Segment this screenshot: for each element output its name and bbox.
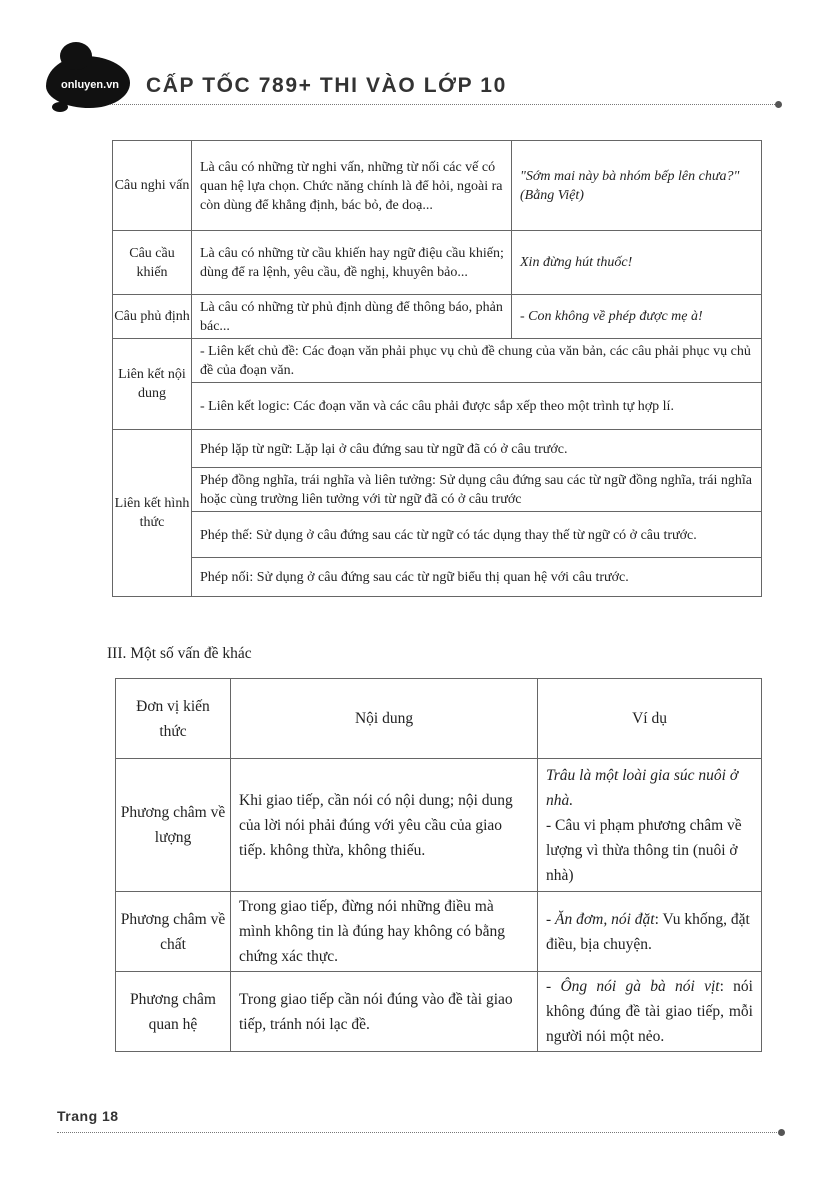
grammar-table (112, 140, 762, 597)
table-row (113, 339, 762, 383)
footer-divider (57, 1132, 777, 1133)
table-row (113, 558, 762, 597)
page-number: Trang 18 (57, 1108, 119, 1124)
table-row (116, 892, 762, 972)
row-label: Phương châm quan hệ (116, 972, 231, 1052)
row-example (538, 759, 762, 892)
row-label: Liên kết hình thức (113, 430, 192, 597)
row-label: Câu nghi vấn (113, 141, 192, 231)
example-explanation: : nói không đúng đề tài giao tiếp, mỗi người nói một nẻo. (546, 978, 753, 1045)
row-item: Phép thế: Sử dụng ở câu đứng sau các từ ngữ có tác dụng thay thế từ ngữ có ở câu trước. (192, 512, 762, 558)
example-quote: Ông nói gà bà nói vịt (560, 978, 720, 995)
table-row (116, 972, 762, 1052)
section-title: III. Một số vấn đề khác (107, 645, 252, 662)
example-prefix: - (546, 978, 561, 995)
row-item: Phép đồng nghĩa, trái nghĩa và liên tưởng: Sử dụng câu đứng sau các từ ngữ đồng nghĩa, trái nghĩa hoặc cùng trường liên tưởng với từ ngữ đã có ở câu trước (192, 468, 762, 512)
table-row (113, 383, 762, 430)
row-content: Trong giao tiếp cần nói đúng vào đề tài giao tiếp, tránh nói lạc đề. (231, 972, 538, 1052)
column-header: Đơn vị kiến thức (116, 679, 231, 759)
row-label: Câu phủ định (113, 295, 192, 339)
row-content: Là câu có những từ nghi vấn, những từ nối các vế có quan hệ lựa chọn. Chức năng chính là để hỏi, ngoài ra còn dùng để khẳng định, bác bỏ, đe doạ... (192, 141, 512, 231)
row-example (538, 972, 762, 1052)
column-header: Nội dung (231, 679, 538, 759)
row-label: Câu cầu khiến (113, 231, 192, 295)
row-content: Khi giao tiếp, cần nói có nội dung; nội dung của lời nói phải đúng với yêu cầu của giao tiếp. không thừa, không thiếu. (231, 759, 538, 892)
header-divider-dot (775, 101, 782, 108)
row-example: Xin đừng hút thuốc! (512, 231, 762, 295)
table-row (113, 141, 762, 231)
footer-divider-dot (778, 1129, 785, 1136)
row-content: Trong giao tiếp, đừng nói những điều mà mình không tin là đúng hay không có bằng chứng xác thực. (231, 892, 538, 972)
example-quote: Ăn đơm, nói đặt (555, 910, 655, 928)
row-example (538, 892, 762, 972)
row-item: Phép nối: Sử dụng ở câu đứng sau các từ ngữ biểu thị quan hệ với câu trước. (192, 558, 762, 597)
table-row (113, 430, 762, 468)
header-divider (110, 104, 777, 105)
example-prefix: - (546, 910, 556, 928)
row-item: Phép lặp từ ngữ: Lặp lại ở câu đứng sau từ ngữ đã có ở câu trước. (192, 430, 762, 468)
book-title: CẤP TỐC 789+ THI VÀO LỚP 10 (146, 74, 507, 97)
table-header-row (116, 679, 762, 759)
brand-logo-text: onluyen.vn (60, 79, 120, 91)
table-row (113, 512, 762, 558)
example-explanation: - Câu vi phạm phương châm về lượng vì thừa thông tin (nuôi ở nhà) (546, 816, 742, 884)
row-label: Liên kết nội dung (113, 339, 192, 430)
row-item: - Liên kết logic: Các đoạn văn và các câu phải được sắp xếp theo một trình tự hợp lí. (192, 383, 762, 430)
row-item: - Liên kết chủ đề: Các đoạn văn phải phục vụ chủ đề chung của văn bản, các câu phải phục vụ chủ đề của đoạn văn. (192, 339, 762, 383)
column-header: Ví dụ (538, 679, 762, 759)
row-label: Phương châm về lượng (116, 759, 231, 892)
page-header (0, 0, 835, 120)
example-explanation: : Vu khống, đặt điều, bịa chuyện. (546, 910, 750, 953)
maxims-table (115, 678, 762, 1052)
table-row (116, 759, 762, 892)
table-row (113, 468, 762, 512)
row-content: Là câu có những từ cầu khiến hay ngữ điệu cầu khiến; dùng để ra lệnh, yêu cầu, đề nghị, khuyên bảo... (192, 231, 512, 295)
example-quote: Trâu là một loài gia súc nuôi ở nhà. (546, 766, 739, 809)
table-row (113, 231, 762, 295)
table-row (113, 295, 762, 339)
row-example: "Sớm mai này bà nhóm bếp lên chưa?" (Bằng Việt) (512, 141, 762, 231)
row-example: - Con không về phép được mẹ à! (512, 295, 762, 339)
row-label: Phương châm về chất (116, 892, 231, 972)
row-content: Là câu có những từ phủ định dùng để thông báo, phản bác... (192, 295, 512, 339)
